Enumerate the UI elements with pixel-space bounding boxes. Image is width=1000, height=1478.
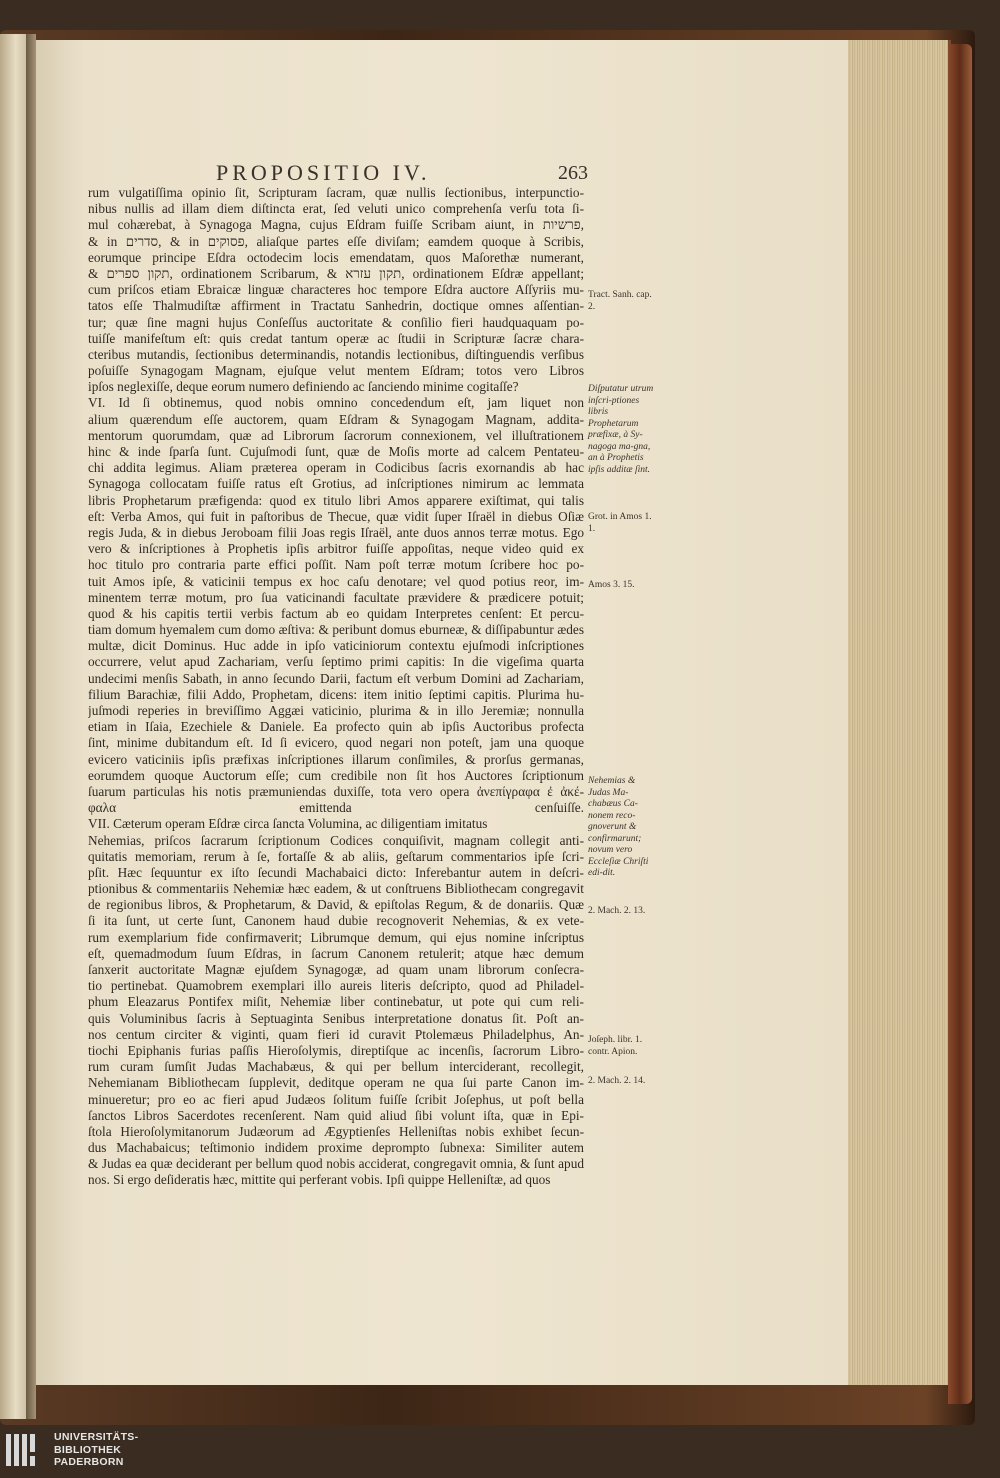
header-title: PROPOSITIO IV. [216, 160, 431, 185]
book-gutter [26, 34, 36, 1419]
book-fore-edge [948, 44, 972, 1404]
text-line: phum Eleazarus Pontifex miſit, Nehemiæ liber continebatur, ut pote qui cum reli- [88, 994, 584, 1010]
text-line: ſi ita ſunt, ut certe ſunt, Canonem haud dubie recognoverit Nehemias, & ex vete- [88, 913, 584, 929]
text-line: etiam in Iſaia, Ezechiele & Daniele. Ea profecto quin ab ipſis Auctoribus profecta [88, 719, 584, 735]
text-line: filium Barachiæ, filii Addo, Prophetam, dicens: item initio ſeptimi capitis. Plurima hu- [88, 686, 584, 702]
text-line: libris Prophetarum præfigenda: quod ex titulo libri Amos apparere exiſtimat, qui talis [88, 492, 584, 508]
text-line: tuit Amos ipſe, & vaticinii tempus ex hoc caſu denotare; vel quod potius reor, im- [88, 573, 584, 589]
text-line: cteribus mutandis, ſectionibus determinandis, notandis lectionibus, diſtinguendis verſibus [88, 346, 584, 362]
text-line: ſuarum particulas his notis præmuniendas duxiſſe, tota vero opera ἀνεπίγραφα ἐ ἀκέ- [88, 783, 584, 799]
text-line: multæ, dicit Dominus. Huc adde in ipſo vaticiniorum contextu ejuſmodi inſcriptiones [88, 638, 584, 654]
text-line: nos centum circiter & viginti, quam fieri id curavit Ptolemæus Philadelphus, An- [88, 1026, 584, 1042]
text-line: & תקון ספרים, ordinationem Scribarum, & תקון עזרא, ordinationem Eſdræ appellant; [88, 265, 584, 281]
text-line: cum priſcos etiam Ebraicæ linguæ characteres hoc tempore Eſdra auctore Aſſyriis mu- [88, 282, 584, 298]
text-line: Nehemias, priſcos ſacrarum ſcriptionum Codices conquiſivit, magnam collegit anti- [88, 832, 584, 848]
text-line: tio pertinebat. Quamobrem exemplari illo aureis literis deſcripto, quod ad Philadel- [88, 978, 584, 994]
text-line: hoc titulo pro contraria parte effici poſſit. Nam poſt terræ motum ſcribere hoc po- [88, 557, 584, 573]
text-line: de regionibus libros, & Prophetarum, & David, & epiſtolas Regum, & de donariis. Quæ [88, 897, 584, 913]
running-header [216, 160, 596, 186]
text-line: ſtola Hieroſolymitanorum Judæorum ad Ægyptienſes Helleniſtas nobis exhibet ſecun- [88, 1123, 584, 1139]
text-line: evicero vaticiniis ipſis præfixas inſcriptiones illarum conſimiles, & prorſus germanas, [88, 751, 584, 767]
margin-note: 2. Mach. 2. 13. [588, 906, 646, 916]
text-line: ſanxerit auctoritate Magnæ ejuſdem Synagogæ, ad quam unam librorum conſecra- [88, 962, 584, 977]
text-line: Nehemianam Bibliothecam ſupplevit, deditque operam ne qua ſui parte Canon im- [88, 1075, 584, 1091]
text-line: tur; quæ ſine magni hujus Conſeſſus auctoritate & conſilio fieri haudquaquam po- [88, 314, 584, 330]
text-line: occurrere, velut apud Zachariam, verſu ſeptimo primi capitis: In die vigeſima quarta [88, 654, 584, 670]
text-line: minentem terræ motum, pro ſua vaticinandi facultate prævidere & prædicere potuit; [88, 589, 584, 605]
text-line: vero & inſcriptiones à Prophetis ipſis arbitror fuiſſe appoſitas, neque video quid ex [88, 541, 584, 557]
library-logo [4, 1428, 204, 1472]
body-text [88, 185, 584, 1189]
left-page-edge [0, 34, 27, 1419]
text-line: mentorum quorumdam, quæ ad Librorum ſacrorum connexionem, vel illuſtrationem [88, 427, 584, 443]
margin-note: Nehemias & Judas Ma-chabæus Ca-nonem reco-gnoverunt & confirmarunt; novum vero Eccleſiæ Chriſti edi-dit. [588, 776, 649, 878]
text-line: rum curam ſumſit Judas Machabæus, & qui per bellum interciderant, recollegit, [88, 1059, 584, 1075]
text-line: pſit. Hæc ſequuntur ex iſto ſecundi Machabaici dicto: Inferebantur autem in deſcri- [88, 864, 584, 880]
text-line: φαλα emittenda cenſuiſſe. [88, 800, 584, 816]
text-line: ſint, minime dubitandum eſt. Id ſi evicero, quod negari non poteſt, jam una quoque [88, 735, 584, 751]
text-line: nibus nullis ad illam diem diſtincta erat, ſed veluti unico comprehenſa verſu tota ſi- [88, 201, 584, 217]
margin-note: Tract. Sanh. cap. 2. [588, 290, 652, 312]
logo-line-3: PADERBORN [54, 1456, 124, 1469]
text-line: mul cohærebat, à Synagoga Magna, cujus Eſdram fuiſſe Scribam aiunt, in פרשיות, [88, 217, 584, 233]
page-number: 263 [558, 162, 588, 184]
text-line: undecimi menſis Sabath, in anno ſecundo Darii, factum eſt verbum Domini ad Zachariam, [88, 670, 584, 686]
text-line: tiam domum hyemalem cum domo æſtiva: & peribunt domus eburneæ, & diſſipabuntur ædes [88, 622, 584, 638]
text-line: & Judas ea quæ deciderant per bellum quod nobis acciderat, congregavit omnia, & ſunt apud [88, 1156, 584, 1172]
page-edges [848, 40, 951, 1385]
text-line: dus Machabaicus; teſtimonio indidem proxime deprompto ſubnexa: Similiter autem [88, 1140, 584, 1156]
logo-line-2: BIBLIOTHEK [54, 1443, 122, 1456]
text-line: ptionibus & commentariis Nehemiæ hæc eadem, & ut conſtruens Bibliothecam congregavit [88, 881, 584, 897]
text-line: quitatis memoriam, rerum à ſe, fortaſſe & ab aliis, geſtarum commentarios ipſe ſcri- [88, 848, 584, 864]
text-line: alium quærendum eſſe auctorem, quam Eſdram & Synagogam Magnam, addita- [88, 411, 584, 427]
text-line: tiochi Epiphanis furias paſſis Hieroſolymis, direptiſque ac incenſis, ſacrorum Libro- [88, 1042, 584, 1058]
text-line: VI. Id ſi obtinemus, quod nobis omnino concedendum eſt, jam liquet non [88, 395, 584, 411]
text-line: rum exemplarium fide confirmaverit; Librumque demum, qui ejus nomine inſcriptus [88, 929, 584, 945]
text-line: poſuiſſe Synagogam Magnam, ejuſque velut mentem Eſdram; totos vero Libros [88, 363, 584, 379]
text-line: tuiſſe manifeſtum eſt: quis credat tantum operæ ac ſtudii in Scripturæ ſacræ chara- [88, 330, 584, 346]
text-line: & in סדרים, & in פסוקים, aliaſque partes eſſe diviſam; eamdem quoque à Scribis, [88, 233, 584, 249]
text-line: eſt, quemadmodum ſuum Eſdras, in ſacrum Canonem retulerit; atque hæc demum [88, 945, 584, 961]
text-line: eſt: Verba Amos, qui fuit in paſtoribus de Thecue, quæ vidit ſuper Iſraël in diebus Oſiæ [88, 508, 584, 524]
text-line: eorumdem quoque Auctorum eſſe; cum credibile non ſit hos Auctores ſcriptionum [88, 767, 584, 783]
text-line: eorumque principe Eſdra octodecim locis emendatam, quos Maſorethæ numerant, [88, 249, 584, 265]
margin-note: Diſputatur utrum inſcri-ptiones libris Prophetarum præfixæ, à Sy-nagoga ma-gna, an à Prophetis ipſis additæ ſint. [588, 384, 654, 475]
text-line: quod & his capitis tertii verbis factum ab eo quidam Interpretes cenſent: Et percu- [88, 605, 584, 621]
text-line: tatos eſſe Thalmudiſtæ affirment in Tractatu Sanhedrin, doctique omnes aſſentian- [88, 298, 584, 314]
library-logo-icon [4, 1430, 44, 1470]
text-line: chi addita legimus. Aliam præterea operam in Codicibus ſacris exornandis ab hac [88, 460, 584, 476]
margin-note: 2. Mach. 2. 14. [588, 1076, 646, 1086]
margin-note: Grot. in Amos 1. 1. [588, 512, 652, 534]
text-line: minueretur; pro eo ac fieri apud Judæos ſolitum fuiſſe ſcribit Joſephus, ut poſt bella [88, 1091, 584, 1107]
text-line: nos. Si ergo deſideratis hæc, mittite qui perferant vobis. Ipſi quippe Helleniſtæ, ad quos [88, 1172, 551, 1188]
text-line: rum vulgatiſſima opinio ſit, Scripturam ſacram, quæ nullis ſectionibus, interpunctio- [88, 185, 584, 200]
text-line: quis Voluminibus ſacris à Septuaginta Senibus interpretatione donatus ſit. Poſt an- [88, 1010, 584, 1026]
text-line: ipſos neglexiſſe, deque eorum numero definiendo ac ſanciendo minime cogitaſſe? [88, 379, 519, 395]
text-line: juſmodi reperies in breviſſimo Aggæi vaticinio, plurima & in illo Jeremiæ; nonnulla [88, 703, 584, 718]
logo-line-1: UNIVERSITÄTS- [54, 1431, 139, 1444]
margin-note: Joſeph. libr. 1. contr. Apion. [588, 1035, 643, 1057]
text-line: hinc & inde ſparſa ſunt. Cujuſmodi ſunt, quæ de Moſis morte ad calcem Pentateu- [88, 444, 584, 459]
text-line: ſanctos Libros Sacerdotes recenſerent. Nam quid aliud ſibi volunt iſta, quæ in Epi- [88, 1107, 584, 1123]
text-line: VII. Cæterum operam Eſdræ circa ſancta Volumina, ac diligentiam imitatus [88, 816, 488, 832]
margin-note: Amos 3. 15. [588, 580, 635, 590]
text-line: regis Juda, & in diebus Jeroboam filii Joas regis Iſraël, ante duos annos terræ motus. Ego [88, 524, 584, 540]
text-line: Synagoga collocatam fuiſſe ratus eſt Grotius, ad inſcriptiones nimirum ac lemmata [88, 476, 584, 492]
